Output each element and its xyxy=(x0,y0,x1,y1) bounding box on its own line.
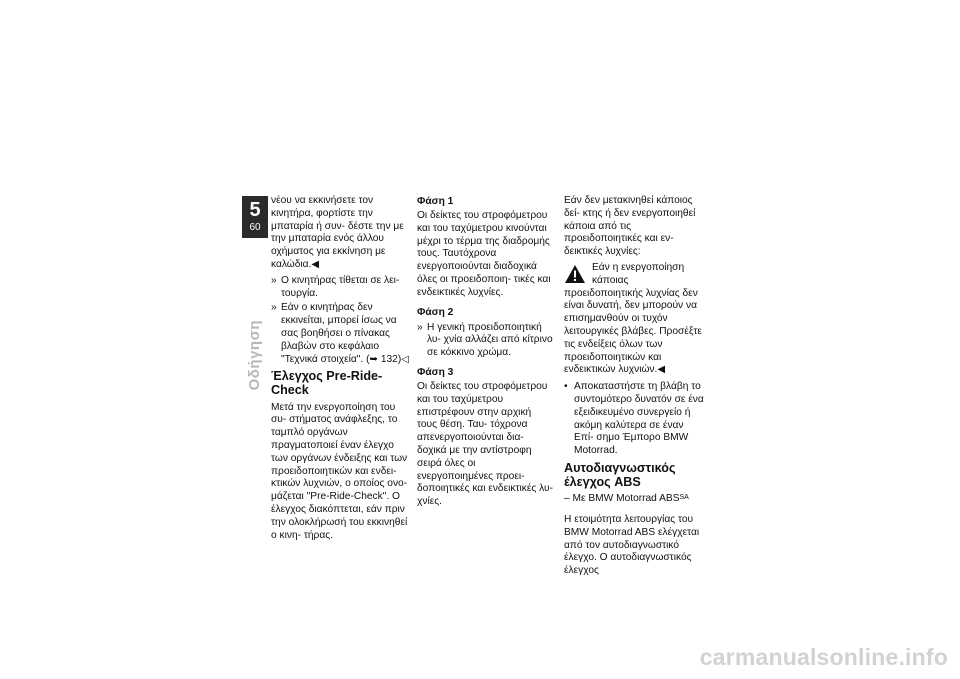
list-item-text: Εάν ο κινητήρας δεν εκκινείται, μπορεί ίσως να σας βοηθήσει ο πίνακας βλαβών στο κεφάλαιο "Τεχνικά στοιχεία". (➥ 132)◁ xyxy=(281,302,410,365)
warning-triangle-icon xyxy=(564,264,586,284)
warning-text: Εάν η ενεργοποίηση κάποιας προειδοποιητικής λυχνίας δεν είναι δυνατή, δεν μπορούν να επισημανθούν οι τυχόν λειτουργικές βλάβες. Προσέξτε τις ενδείξεις όλων των προειδοποιητικών και ενδεικτικών λυχνιών.◀ xyxy=(564,261,702,376)
result-arrow-icon: » xyxy=(417,321,423,333)
paragraph: Οι δείκτες του στροφόμετρου και του ταχύμετρου επιστρέφουν στην αρχική τους θέση. Ταυ- τόχρονα απενεργοποιούνται δια- δοχικά με την αντίστροφη σειρά όλες οι ενεργοποιημένες προει- δοποιητικές και ενδεικτικές λυ- χνίες. xyxy=(417,380,553,508)
phase-heading: Φάση 3 xyxy=(417,366,454,378)
result-arrow-icon: » xyxy=(271,302,277,314)
paragraph: Οι δείκτες του στροφόμετρου και του ταχύμετρου κινούνται μέχρι το τέρμα της διαδρομής τους. Ταυτόχρονα ενεργοποιούνται διαδοχικά όλες οι προειδοποιη- τικές και ενδεικτικές λυχνίες. xyxy=(417,210,551,298)
paragraph: Εάν δεν μετακινηθεί κάποιος δεί- κτης ή δεν ενεργοποιηθεί κάποια από τις προειδοποιητικές και εν- δεικτικές λυχνίες: xyxy=(564,195,696,258)
column-1 xyxy=(271,195,411,545)
section-heading: Έλεγχος Pre-Ride- Check xyxy=(271,369,383,397)
abs-equipment-text: – Με BMW Motorrad ABS xyxy=(564,493,680,505)
action-list xyxy=(564,381,704,458)
list-item xyxy=(417,322,553,360)
column-3 xyxy=(564,195,704,581)
chapter-number: 5 xyxy=(249,199,261,221)
paragraph: νέου να εκκινήσετε τον κινητήρα, φορτίστε την μπαταρία ή συν- δέστε την με την μπαταρία ενός άλλου οχήματος για εκκίνηση με καλώδια.◀ xyxy=(271,195,404,270)
phase-3-section xyxy=(417,366,553,509)
list-item xyxy=(271,302,411,366)
phase-1-section xyxy=(417,195,553,300)
watermark: carmanualsonline.info xyxy=(699,644,948,670)
result-list xyxy=(271,275,411,367)
page-number: 60 xyxy=(249,222,261,233)
abs-equipment-line xyxy=(564,493,704,506)
list-item xyxy=(564,381,704,458)
section-heading: Αυτοδιαγνωστικός έλεγχος ABS xyxy=(564,460,676,489)
warning-note xyxy=(564,262,704,377)
phase-heading: Φάση 2 xyxy=(417,306,454,318)
chapter-label: Οδήγηση xyxy=(246,320,263,391)
list-item-text: Αποκαταστήστε τη βλάβη το συντομότερο δυνατόν σε ένα εξειδικευμένο συνεργείο ή ακόμη καλύτερα σε έναν Επί- σημο Έμπορο BMW Motorrad. xyxy=(574,381,704,457)
bullet-dot-icon: • xyxy=(564,381,568,393)
paragraph: Η ετοιμότητα λειτουργίας του BMW Motorrad ABS ελέγχεται από τον αυτοδιαγνωστικό έλεγχο. Ο αυτοδιαγνωστικός έλεγχος xyxy=(564,513,700,577)
phase-2-section xyxy=(417,306,553,360)
chapter-tab xyxy=(242,196,268,238)
column-2 xyxy=(417,195,553,515)
list-item xyxy=(271,275,411,301)
result-list xyxy=(417,322,553,360)
special-equipment-badge: SA xyxy=(679,494,689,502)
list-item-text: Ο κινητήρας τίθεται σε λει- τουργία. xyxy=(281,274,400,299)
result-arrow-icon: » xyxy=(271,274,277,286)
paragraph: Μετά την ενεργοποίηση του συ- στήματος ανάφλεξης, το ταμπλό οργάνων πραγματοποιεί έναν έλεγχο των οργάνων ένδειξης και των προειδοποιητικών και ενδει- κτικών λυχνιών, ο οποίος ονο- μάζεται "Pre-Ride-Check". Ο έλεγχος διακόπτεται, εάν πριν την ολοκλήρωσή του εκκινηθεί ο κινη- τήρας. xyxy=(271,401,408,541)
phase-heading: Φάση 1 xyxy=(417,196,454,207)
list-item-text: Η γενική προειδοποιητική λυ- χνία αλλάζει από κίτρινο σε κόκκινο χρώμα. xyxy=(427,321,553,359)
